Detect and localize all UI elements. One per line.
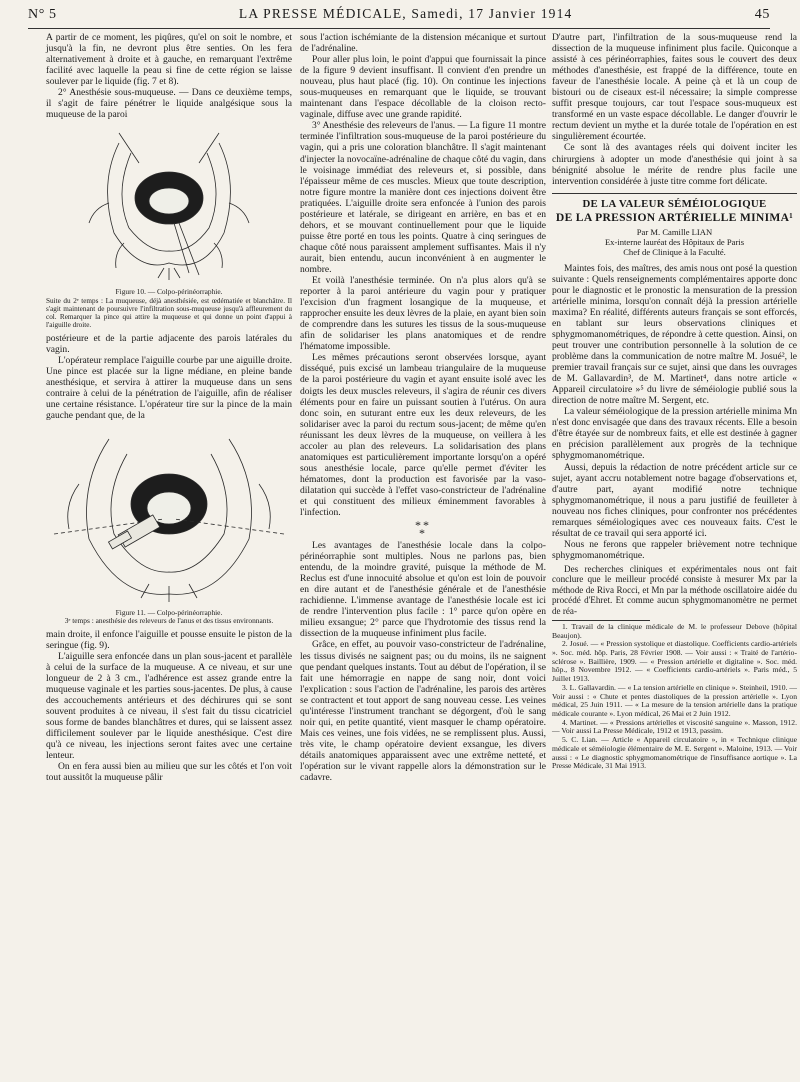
journal-title: LA PRESSE MÉDICALE, Samedi, 17 Janvier 1914 (238, 6, 573, 21)
column-1 (46, 32, 292, 783)
author-credentials-1: Ex-interne lauréat des Hôpitaux de Paris (604, 236, 745, 247)
col3-paragraph-7: Des recherches cliniques et expérimentales nous ont fait conclure que le meilleur procédé consiste à mesurer Mx par la méthode de Riva Rocci, et Mn par la méthode oscillatoire aidée du procédé d'Ehret. Et comme aucun sphygmomanomètre ne permet de réa- (552, 563, 797, 616)
column-3 (552, 32, 797, 771)
col3-paragraph-3: Maintes fois, des maîtres, des amis nous ont posé la question suivante : Quels renseignements complémentaires apporte donc pour le diagnostic et le pronostic la mensuration de la pression artérielle minima, lorsqu'on connaît déjà la pression artérielle maxima? En réalité, différents auteurs français se sont efforcés, en tablant sur leurs observations cliniques et sphygmomanométriques, de répondre à cette question. Ainsi, on peut trouver une contribution personnelle à la solution de ce problème dans la communication de notre maître M. Josué², le premier travail français sur ce sujet, ainsi que dans les ouvrages de M. Gallavardin³, de M. Martinet⁴, dans notre article « Appareil circulatoire »⁵ du livre de séméiologie publié sous la direction de notre maître M. Sergent, etc. (552, 262, 797, 407)
col3-paragraph-2: Ce sont là des avantages réels qui doivent inciter les chirurgiens à adopter un mode d'anesthésie qui joint à sa bénignité absolue le mérite de rendre plus facile une intervention considérée à juste titre comme fort délicate. (552, 142, 797, 187)
figure-11-caption: 3ᵉ temps : anesthésie des releveurs de l'anus et des tissus environnants. (64, 616, 274, 626)
figure-11-illustration (49, 424, 289, 609)
col2-paragraph-2: Pour aller plus loin, le point d'appui que fournissait la pince de la figure 9 devient insuffisant. Il convient d'en prendre un nouveau, plus haut placé (fig. 10). On continue les injections sous-muqueuses en remarquant que le liquide, se trouvant maintenant dans l'espace décollable de la cloison recto-vaginale, diffuse avec une grande rapidité. (300, 54, 546, 121)
footnote-5: 5. C. Lian. — Article « Appareil circulatoire », in « Technique clinique médicale et séméiologie élémentaire de M. E. Sergent ». Maloine, 1913. — Voir aussi : « Le diagnostic sphygmomanométrique de l'insuffisance aortique ». La Presse Médicale, 31 Mai 1913. (552, 735, 797, 771)
figure-11 (46, 424, 292, 626)
figure-10-illustration (79, 123, 259, 288)
footnote-2: 2. Josué. — « Pression systolique et diastolique. Coefficients cardio-artériels ». Soc. méd. hôp. Paris, 28 Février 1908. — Voir aussi : « Traité de l'artério-sclérose ». Baillière, 1909. — « Pression artérielle et digitaline ». Soc. méd. hôp., 8 Novembre 1912. — « Coefficients cardio-artériels ». Paris méd., 5 Juillet 1913. (552, 639, 797, 684)
figure-10 (46, 123, 292, 329)
figure-11-title: Figure 11. — Colpo-périnéorraphie. (115, 607, 223, 617)
footnote-divider (552, 620, 650, 621)
col1-paragraph-3: postérieure et de la partie adjacente des parois latérales du vagin. (46, 332, 292, 355)
col3-paragraph-4: La valeur séméiologique de la pression artérielle minima Mn n'est donc envisagée que dans des travaux récents. Elle a besoin d'être étayée sur de nombreux faits, et elle est destinée à gagner en précision parallèlement aux progrès de la technique sphygmomanométrique. (552, 406, 797, 462)
running-header (28, 6, 770, 29)
page-number-right: 45 (754, 7, 770, 22)
author-credentials-2: Chef de Clinique à la Faculté. (623, 246, 726, 257)
article-title-line-1: DE LA VALEUR SÉMÉIOLOGIQUE (582, 197, 767, 210)
footnote-4: 4. Martinet. — « Pressions artérielles et viscosité sanguine ». Masson, 1912. — Voir aussi La Presse Médicale, 1912 et 1913, passim. (552, 717, 797, 736)
col1-paragraph-7: On en fera aussi bien au milieu que sur les côtés et l'on voit tout aussitôt la muqueuse pâlir (46, 761, 292, 784)
col3-paragraph-6: Nous ne ferons que rappeler brièvement notre technique sphygmomanométrique. (552, 538, 797, 561)
col1-paragraph-1: A partir de ce moment, les piqûres, qu'el on soit le nombre, et jusqu'à la fin, ne devront plus être senties. On les fera alternativement à droite et à gauche, en remarquant l'extrême facilité avec laquelle la peau si fine de cette région se laisse soulever par le liquide (fig. 7 et 8). (46, 32, 292, 88)
footnotes (552, 623, 797, 771)
col1-paragraph-2: 2° Anesthésie sous-muqueuse. — Dans ce deuxième temps, il s'agit de faire pénétrer le liquide analgésique sous la muqueuse de la paroi (46, 87, 292, 121)
col3-paragraph-5: Aussi, depuis la rédaction de notre précédent article sur ce sujet, ayant accru notablement notre bagage d'observations et, d'autre part, ayant modifié notre technique sphygmomanométrique, il nous a paru justifié de feuilleter à nouveau nos fiches cliniques, pour confronter nos précédentes remarques séméiologiques avec ces nouveaux faits. C'est le résultat de ce travail qui sera apporté ici. (552, 461, 797, 539)
section-separator: ** * (415, 518, 431, 541)
col1-paragraph-4: L'opérateur remplace l'aiguille courbe par une aiguille droite. Une pince est placée sur la ligne médiane, en pleine bande anesthésique, et servira à attirer la muqueuse dans un sens contraire à celui de la pénétration de l'aiguille, afin de réaliser une certaine résistance. L'opérateur tire sur la pince de la main gauche pendant que, de la (46, 354, 292, 421)
footnote-1: 1. Travail de la clinique médicale de M. le professeur Debove (hôpital Beaujon). (552, 621, 797, 640)
page-number-left: N° 5 (28, 7, 57, 22)
column-2 (300, 32, 546, 783)
article-author: Par M. Camille LIAN (636, 226, 713, 237)
article-title-line-2: DE LA PRESSION ARTÉRIELLE MINIMA¹ (555, 210, 794, 224)
col2-paragraph-1: sous l'action ischémiante de la distension mécanique et surtout de l'adrénaline. (300, 32, 546, 55)
col2-paragraph-3: 3° Anesthésie des releveurs de l'anus. — La figure 11 montre terminée l'infiltration sous-muqueuse de la paroi postérieure du vagin, qui a pris une coloration blanchâtre. Il s'agit maintenant d'injecter la novocaïne-adrénaline de chaque côté du vagin, dans le voisinage immédiat des releveurs et, si possible, dans l'épaisseur même de ces muscles. Mieux que toute description, notre figure montre la manière dont ces injections doivent être pratiquées. L'aiguille droite sera enfoncée à l'union des parois postérieure et latérale, se dirigeant en arrière, en bas et en dehors, et se mouvant continuellement pour que le liquide puisse être porté en tous les points. Quatre à cinq seringues de chaque côté nous paraissent amplement suffisantes. Mais il n'y aurait, bien entendu, aucun inconvénient à en augmenter le nombre. (300, 120, 546, 275)
col3-paragraph-1: D'autre part, l'infiltration de la sous-muqueuse rend la dissection de la muqueuse infiniment plus facile. Quiconque a assisté à ces périnéorraphies, faites sous le couvert des deux méthodes d'anesthésie, est frappé de la différence, toute en faveur de l'anesthésie locale. A peine çà et là un coup de bistouri ou de ciseaux est-il nécessaire; la simple compresse suffit presque toujours, car tout l'espace sous-muqueux est transformé en un vaste espace décollable. Le danger d'ouvrir le rectum devient un mythe et la durée totale de l'opération en est singulièrement écourtée. (552, 32, 797, 143)
article-divider (552, 193, 797, 194)
col2-paragraph-7: Grâce, en effet, au pouvoir vaso-constricteur de l'adrénaline, les tissus divisés ne saignent pas; ou du moins, ils ne saignent que pendant quelques instants. Tout au début de l'opération, il se fait une hémorragie en nappe de sang noir, dont voici l'explication : sous l'action de l'adrénaline, les parois des artères se contractent et tout apport de sang nouveau cesse. Les veines qu'intéresse l'instrument tranchant se dégorgent, d'où le sang noir qui, en petite quantité, vient masquer le champ opératoire. Mais ces veines, une fois vidées, ne se remplissent plus. Aussi, très vite, le champ opératoire devient exsangue, les divers détails anatomiques apparaissent avec une extrême netteté, et l'opération sur le vivant rappelle alors la démonstration sur le cadavre. (300, 639, 546, 784)
col1-paragraph-5: main droite, il enfonce l'aiguille et pousse ensuite le piston de la seringue (fig. 9). (46, 628, 292, 651)
col2-paragraph-6: Les avantages de l'anesthésie locale dans la colpo-périnéorraphie sont multiples. Nous ne parlons pas, bien entendu, de la moindre gravité, puisque la méthode de M. Reclus est d'une innocuité absolue et qu'on est loin de pouvoir en dire autant et de l'anesthésie générale et de l'anesthésie rachidienne. L'immense avantage de l'anesthésie locale est ici de rendre l'intervention plus facile : 1° parce qu'on opère en milieu exsangue; 2° parce que l'hydrotomie des tissus rend la dissection de la muqueuse infiniment plus facile. (300, 540, 546, 640)
col2-paragraph-4: Et voilà l'anesthésie terminée. On n'a plus alors qu'à se reporter à la paroi antérieure du vagin pour y pratiquer l'excision d'un fragment losangique de la muqueuse, et rapprocher ensuite les deux lèvres de la plaie, en ayant bien soin de comprendre dans les sutures les tissus de la sous-muqueuse afin de solidariser les plans anatomiques et de rendre l'hématome impossible. (300, 275, 546, 353)
figure-10-caption: Suite du 2ᵉ temps : La muqueuse, déjà anesthésiée, est œdématiée et blanchâtre. Il s'agit maintenant de poursuivre l'infiltration sous-muqueuse jusqu'à affleurement du col. Remarquer la pince qui attire la muqueuse et qui donne un point d'appui à l'aiguille droite. (46, 296, 292, 330)
footnote-3: 3. L. Gallavardin. — « La tension artérielle en clinique ». Steinheil, 1910. — Voir aussi : « Chute et pentes diastoliques de la pression artérielle ». Lyon médical, 25 Juin 1911. — « La mesure de la tension artérielle dans la pratique médicale courante ». Lyon médical, 26 Mai et 2 Juin 1912. (552, 682, 797, 718)
col1-paragraph-6: L'aiguille sera enfoncée dans un plan sous-jacent et parallèle à celui de la surface de la muqueuse. A ce niveau, et sur une longueur de 2 à 3 cm., l'adhérence est assez grande entre la muqueuse vaginale et les parties sous-jacentes. De plus, à cause des accouchements antérieurs et des déchirures qui se sont souvent produites à ce niveau, il s'est fait du tissu cicatriciel sous forme de bandes blanchâtres et dures, qui se laissent assez difficilement soulever par le liquide anesthésique. C'est dire qu'à ce niveau, les injections seront faites avec une certaine lenteur. (46, 650, 292, 762)
col2-paragraph-5: Les mêmes précautions seront observées lorsque, ayant disséqué, puis excisé un lambeau triangulaire de la muqueuse de la paroi postérieure du vagin et ayant ensuite isolé avec les doigts les deux muscles releveurs, il s'agira de réunir ces divers éléments pour en faire un puissant soutien à l'utérus. On aura donc soin, en suturant entre eux les deux releveurs, de les solidariser avec la paroi du rectum sous-jacent; de même qu'en réunissant les deux lèvres de la muqueuse, on veillera à les accoler au plan des releveurs. La solidarisation des plans anatomiques est particulièrement importante lorsqu'on a opéré sous anesthésie locale, parce qu'elle permet d'éviter les hématomes, dont la production est favorisée par la vaso-dilatation qui succède à l'effet vaso-constricteur de l'adrénaline et qui constituent des milieux éminemment favorables à l'infection. (300, 352, 546, 519)
figure-10-title: Figure 10. — Colpo-périnéorraphie. (115, 287, 223, 297)
